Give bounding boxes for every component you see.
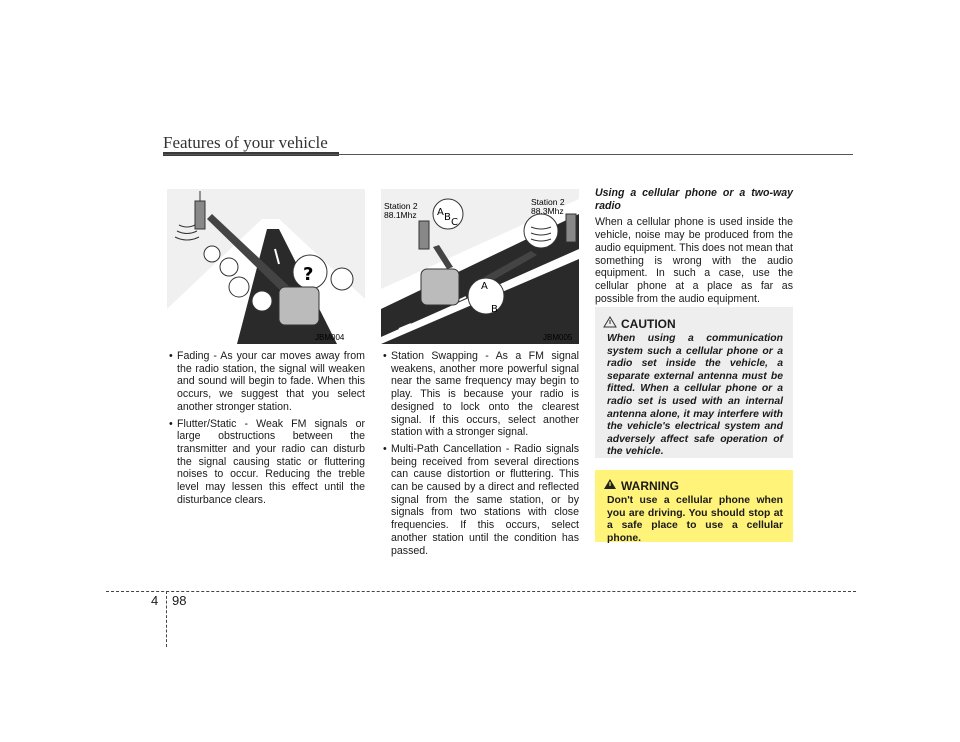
- warning-icon: [603, 478, 617, 490]
- letter-a-bottom: A: [481, 281, 488, 292]
- letter-a-top: A: [437, 207, 444, 218]
- caution-box: [595, 307, 793, 458]
- warning-box: [595, 470, 793, 542]
- column-3: [595, 187, 793, 305]
- letter-b-bottom: B: [491, 304, 498, 315]
- bullet-flutter-static: • Flutter/Static - Weak FM signals or large obstructions between the transmitter and your radio can disturb the signal causing static or fluttering noises to occur. Reducing the treble level may lessen this effect until the disturbance clears.: [167, 418, 365, 507]
- figure-code-middle: JBM005: [543, 333, 573, 342]
- warning-title: WARNING: [621, 479, 679, 493]
- station-label-left: Station 2: [384, 201, 418, 211]
- bullet-fading: • Fading - As your car moves away from the radio station, the signal will weaken and sound will begin to fade. When this occurs, we suggest that you select another stronger station.: [167, 350, 365, 414]
- page-number: 98: [172, 593, 187, 608]
- bullet-multi-path: • Multi-Path Cancellation - Radio signals being received from several directions can cause distortion or fluttering. This can be caused by a direct and reflected signal from the same station, or by signals from two stations with close frequencies. If this occurs, select another station until the condition has passed.: [381, 443, 579, 557]
- tower-icon-left: [419, 221, 429, 249]
- footer-rule: [106, 591, 856, 592]
- bullet-station-swapping: • Station Swapping - As a FM signal weakens, another more powerful signal near the same frequency may begin to play. This is because your radio is designed to lock onto the clearest signal. If this occurs, select another station with a stronger signal.: [381, 350, 579, 439]
- station-swapping-illustration: [381, 189, 579, 344]
- column-2: [381, 350, 579, 561]
- letter-c-top: C: [451, 217, 458, 228]
- freq-label-right: 88.3Mhz: [531, 206, 564, 216]
- section-subheading: Using a cellular phone or a two-way radio: [595, 187, 793, 212]
- caution-title: CAUTION: [621, 317, 676, 331]
- letter-b-top: B: [444, 212, 451, 223]
- caution-body: When using a communication system such a cellular phone or a radio set inside the vehicle, a separate external antenna must be fitted. When a cellular phone or a radio set is used with an internal antenna alone, it may interfere with the vehicle's electrical system and adversely affect safe operation of the vehicle.: [607, 333, 783, 458]
- figure-fading: [167, 189, 365, 344]
- section-paragraph: When a cellular phone is used inside the vehicle, noise may be produced from the audio equipment. This does not mean that something is wrong with the audio equipment. In such a case, use the cellular phone at a place as far as possible from the audio equipment.: [595, 216, 793, 305]
- header-rule: [163, 154, 853, 155]
- figure-station-swapping: [381, 189, 579, 344]
- page-header-title: Features of your vehicle: [163, 133, 328, 152]
- warning-body: Don't use a cellular phone when you are driving. You should stop at a safe place to use a cellular phone.: [607, 495, 783, 544]
- freq-label-left: 88.1Mhz: [384, 210, 417, 220]
- station-label-right: Station 2: [531, 197, 565, 207]
- figure-code-left: JBM004: [315, 333, 345, 342]
- footer-divider: [166, 591, 167, 647]
- chapter-number: 4: [151, 593, 159, 608]
- tower-icon-right: [566, 214, 576, 242]
- fading-illustration: [167, 189, 365, 344]
- column-1: [167, 350, 365, 510]
- tower-icon: [195, 191, 205, 229]
- caution-icon: [603, 316, 617, 328]
- question-mark: ?: [303, 264, 314, 285]
